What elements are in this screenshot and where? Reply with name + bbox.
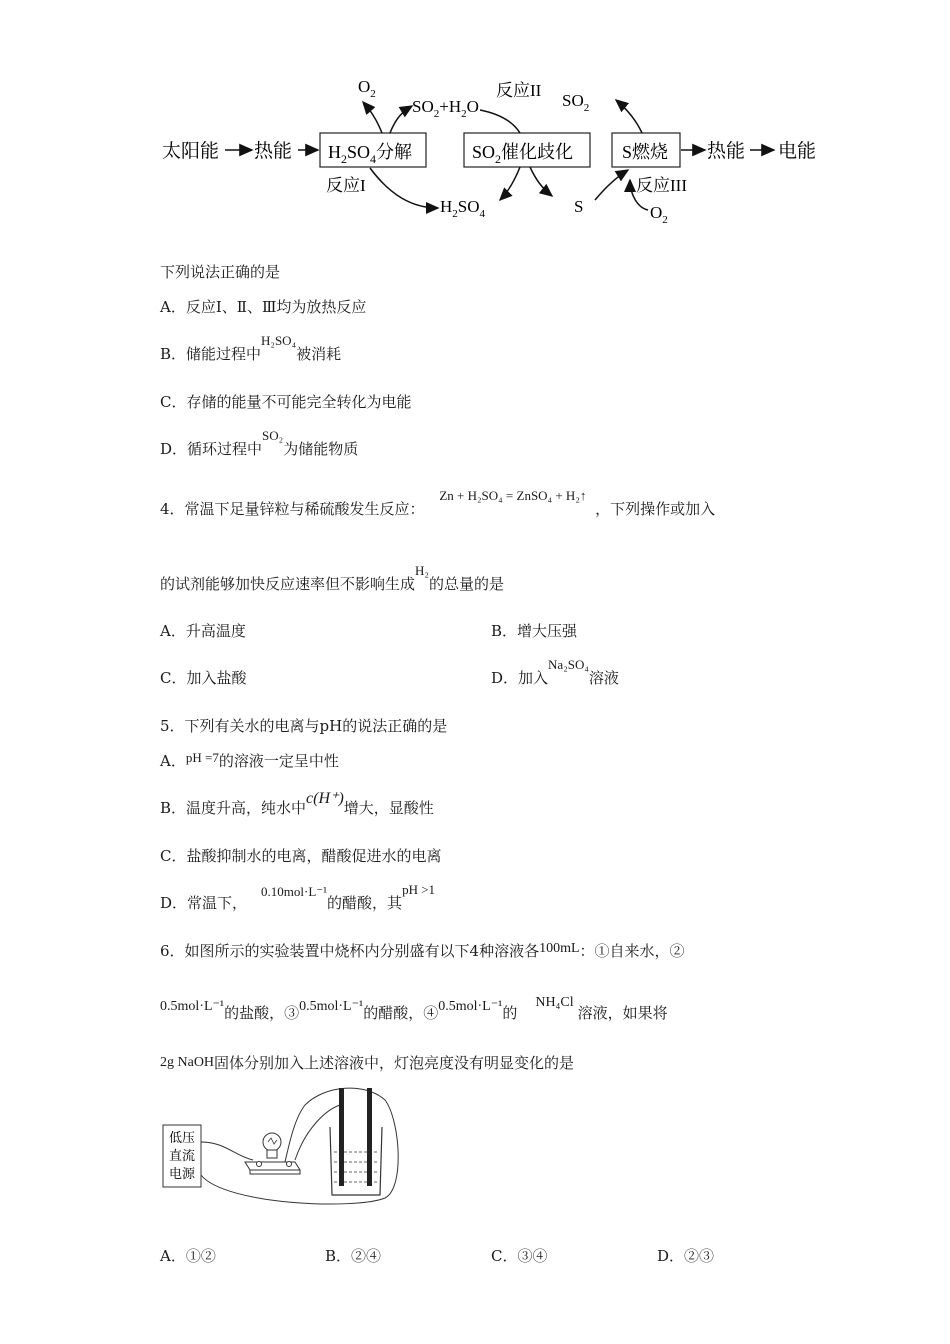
wire-to-electrode	[295, 1105, 340, 1160]
label-heat-right: 热能	[707, 141, 746, 162]
arrow-reaction1	[370, 168, 438, 208]
label-so2-right: $SO_2$	[562, 91, 590, 114]
arrow-reaction2-h2so4	[500, 167, 520, 200]
q4-stem-line2: 的试剂能够加快反应速率但不影响生成H₂的总量的是	[160, 563, 504, 593]
q6-stem-line2: 0.5mol·L⁻¹的盐酸，③0.5mol·L⁻¹的醋酸，④0.5mol·L⁻¹的NH₄Cl溶液，如果将	[160, 995, 668, 1022]
q5-option-a: A．pH =7的溶液一定呈中性	[160, 750, 339, 770]
q4-option-d: D．加入Na₂SO₄溶液	[491, 657, 619, 687]
label-reaction1: 反应I	[326, 176, 366, 195]
arrow-s-in	[595, 170, 628, 200]
power-label-1: 低压	[169, 1131, 196, 1146]
label-electric: 电能	[778, 141, 817, 162]
arrow-o2-out	[363, 102, 382, 133]
q6-option-a: A．①②	[160, 1247, 216, 1265]
label-s: S	[574, 197, 584, 216]
q3-option-a: A．反应Ⅰ、Ⅱ、Ⅲ均为放热反应	[160, 298, 367, 316]
q3-option-d: D．循环过程中SO₂为储能物质	[160, 428, 359, 458]
q5-option-b: B．温度升高，纯水中c(H⁺)增大，显酸性	[160, 790, 434, 817]
q5-option-d: D．常温下，0.10mol·L⁻¹的醋酸，其pH >1	[160, 882, 436, 912]
arrow-so2-up	[616, 100, 642, 133]
arrow-reaction2-in	[480, 110, 520, 133]
label-heat-left: 热能	[254, 141, 293, 162]
q6-stem-line1: 6．如图所示的实验装置中烧杯内分别盛有以下4种溶液各100mL：①自来水，②	[160, 941, 685, 960]
q4-option-a: A．升高温度	[160, 622, 246, 640]
q6-option-c: C．③④	[491, 1247, 548, 1265]
q4-option-c: C．加入盐酸	[160, 669, 247, 687]
arrow-so2h2o-out	[390, 106, 412, 133]
label-o2-bottom: $O_2$	[650, 203, 668, 226]
q3-option-b: B．储能过程中H₂SO₄被消耗	[160, 333, 342, 363]
q6-option-b: B．②④	[325, 1247, 382, 1265]
q4-equation: Zn + H₂SO₄ = ZnSO₄ + H₂↑	[439, 488, 587, 503]
label-reaction2: 反应II	[496, 81, 542, 100]
arrow-reaction2-s	[530, 167, 552, 196]
q5-stem: 5．下列有关水的电离与pH的说法正确的是	[160, 717, 448, 735]
label-solar: 太阳能	[162, 141, 220, 162]
conductivity-apparatus-figure	[155, 1080, 415, 1210]
power-label-3: 电源	[169, 1167, 196, 1182]
q6-option-d: D．②③	[657, 1247, 715, 1265]
electrode-right	[367, 1088, 372, 1186]
electrode-left	[339, 1088, 344, 1186]
label-reaction3: 反应III	[636, 176, 687, 195]
q5-option-c: C．盐酸抑制水的电离，醋酸促进水的电离	[160, 847, 442, 865]
light-bulb-icon	[263, 1133, 281, 1158]
box2-label: $SO_2$催化歧化	[472, 142, 574, 166]
q6-stem-line3: 2g NaOH固体分别加入上述溶液中，灯泡亮度没有明显变化的是	[160, 1054, 575, 1072]
box3-label: S燃烧	[622, 142, 669, 162]
reaction-cycle-diagram	[150, 70, 830, 230]
beaker	[330, 1127, 382, 1195]
box1-label: $H_2SO_4$分解	[328, 142, 413, 166]
power-label-2: 直流	[169, 1149, 196, 1164]
q3-stem: 下列说法正确的是	[160, 263, 281, 281]
q3-option-c: C．存储的能量不可能完全转化为电能	[160, 393, 412, 411]
q4-option-b: B．增大压强	[491, 622, 578, 640]
label-so2-h2o: $SO_2+H_2O$	[412, 97, 479, 120]
label-h2so4-product: $H_2SO_4$	[440, 197, 486, 220]
wire-top	[201, 1142, 253, 1160]
q4-stem-line1: 4．常温下足量锌粒与稀硫酸发生反应： Zn + H₂SO₄ = ZnSO₄ + H₂↑ ，下列操作或加入	[160, 488, 716, 518]
label-o2-top: $O_2$	[358, 77, 376, 100]
